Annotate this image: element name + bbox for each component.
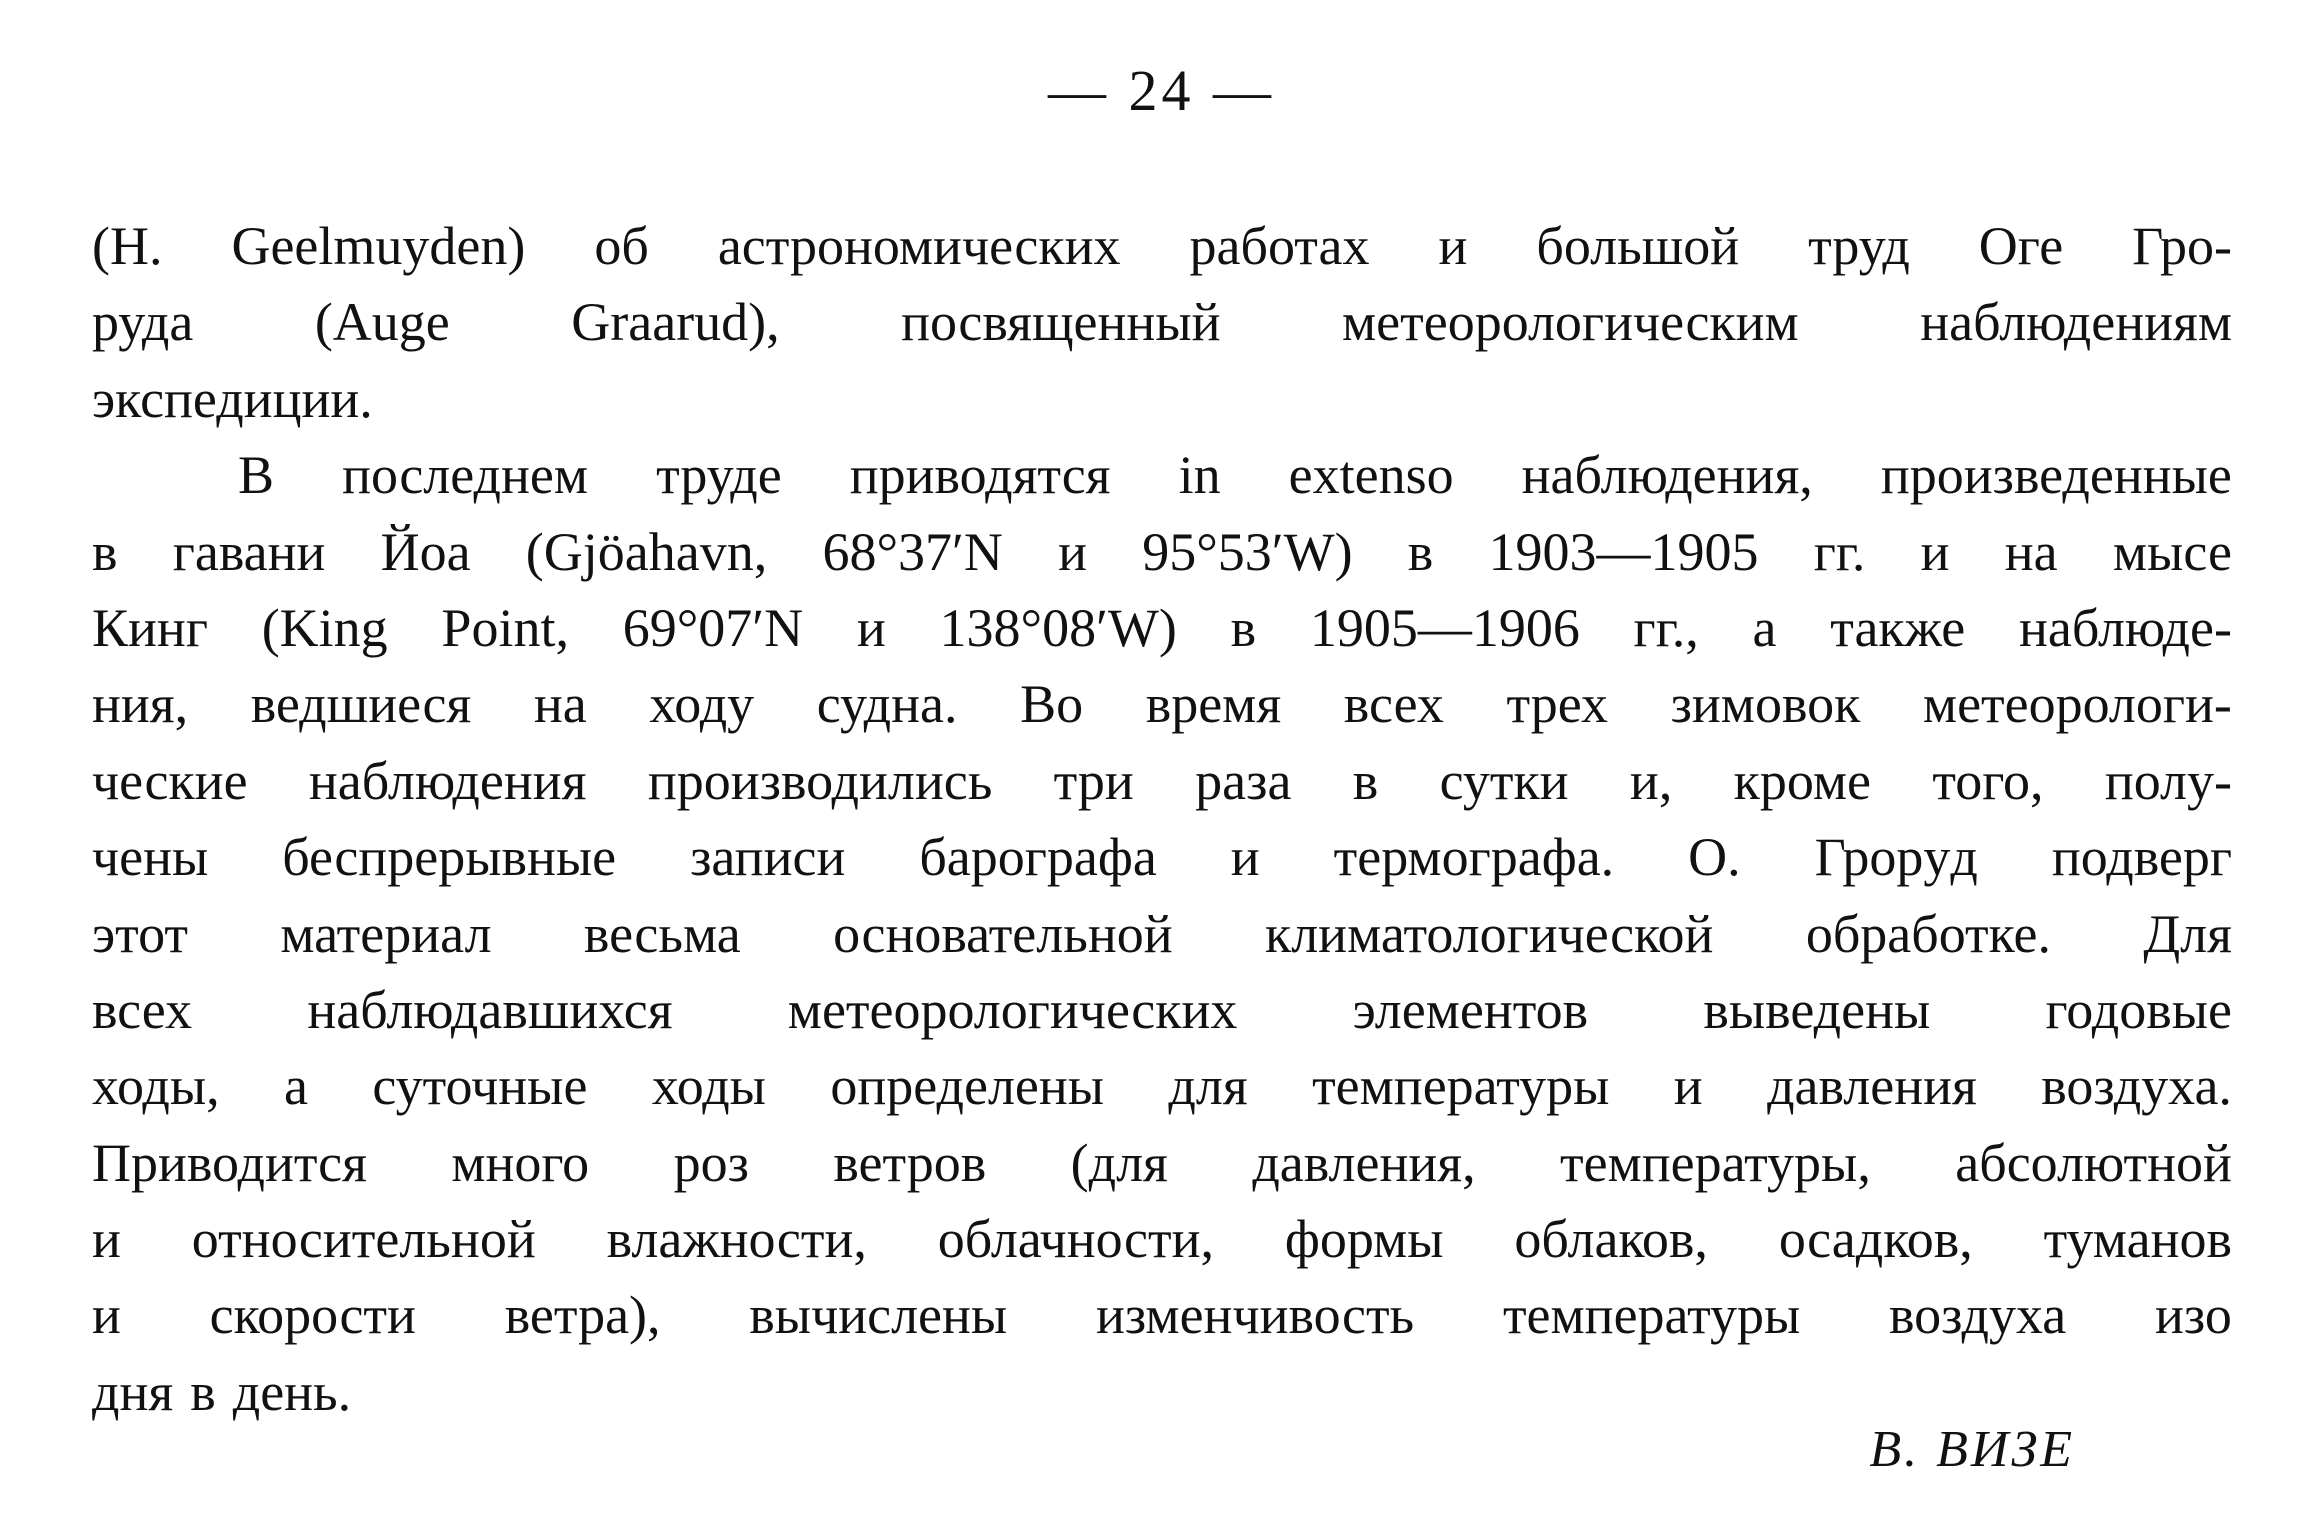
word: метеорологи- [1922, 674, 2232, 735]
word: астрономических [717, 216, 1121, 276]
word: 138°08′W) [939, 597, 1177, 658]
word: в [92, 521, 118, 582]
word: наблюде- [2018, 597, 2232, 658]
word: формы [1284, 1209, 1444, 1270]
word: В [238, 445, 275, 506]
word: Приводится [92, 1132, 367, 1193]
text-line [92, 1201, 2232, 1277]
word: облачности, [937, 1209, 1214, 1270]
text-line [92, 361, 2232, 437]
word: три [1053, 750, 1134, 811]
word: выведены [1703, 979, 1931, 1040]
word: в [190, 1361, 216, 1422]
word: в [1407, 521, 1434, 582]
word: в [1230, 597, 1257, 658]
word: труд [1808, 216, 1910, 276]
word: а [284, 1056, 308, 1117]
text-line [92, 514, 2232, 590]
text-line [92, 208, 2232, 284]
word: Кинг [92, 597, 208, 658]
word: мысе [2112, 521, 2232, 582]
word: записи [690, 827, 846, 888]
word: влажности, [606, 1209, 867, 1270]
word: 69°07′N [622, 597, 804, 658]
word: барографа [919, 827, 1157, 888]
word: определены [830, 1056, 1105, 1117]
word: раза [1195, 750, 1292, 811]
word: посвященный [901, 292, 1221, 353]
word: приводятся [849, 445, 1111, 506]
word: 95°53′W) [1142, 521, 1353, 582]
word: (King [261, 597, 388, 658]
word: суточные [372, 1056, 588, 1117]
word: изменчивость [1095, 1285, 1415, 1346]
word: осадков, [1778, 1209, 1973, 1270]
word: сутки [1439, 750, 1569, 811]
word: Для [2143, 903, 2232, 964]
word: изо [2155, 1285, 2232, 1346]
word: (для [1070, 1132, 1168, 1193]
word: 1905—1906 [1309, 597, 1580, 658]
word: трех [1506, 674, 1608, 735]
word: ния, [92, 674, 189, 735]
word: обработке. [1805, 903, 2051, 964]
word: воздуха [1889, 1285, 2067, 1346]
word: день. [232, 1361, 352, 1422]
word: (Auge [314, 292, 450, 353]
word: основательной [833, 903, 1173, 964]
word: облаков, [1514, 1209, 1708, 1270]
word: зимовок [1670, 674, 1861, 735]
word: последнем [342, 445, 589, 506]
word: и [856, 597, 886, 658]
word: Point, [441, 597, 569, 658]
word: и [1230, 827, 1260, 888]
word: и [1438, 216, 1468, 276]
word: климатологической [1265, 903, 1714, 964]
word: гавани [172, 521, 326, 582]
word: и [1673, 1056, 1703, 1117]
word: кроме [1733, 750, 1872, 811]
word: годовые [2045, 979, 2232, 1040]
text-line [92, 1277, 2232, 1353]
word: полу- [2104, 750, 2232, 811]
word: руда [92, 292, 194, 353]
word: на [2004, 521, 2058, 582]
text-line [92, 1048, 2232, 1124]
text-line [92, 972, 2232, 1048]
word: температуры [1502, 1285, 1801, 1346]
word: наблюдения [308, 750, 587, 811]
word: для [1168, 1056, 1248, 1117]
word: произведенные [1880, 445, 2232, 506]
word: Оге [1978, 216, 2064, 276]
word: Грорyд [1814, 827, 1978, 888]
word: наблюдения, [1521, 445, 1813, 506]
word: воздуха. [2041, 1056, 2232, 1117]
word: всех [92, 979, 193, 1040]
word: беспрерывные [282, 827, 617, 888]
word: весьма [583, 903, 741, 964]
word: и [1920, 521, 1950, 582]
word: роз [673, 1132, 749, 1193]
word: температуры [1312, 1056, 1610, 1117]
word: чены [92, 827, 209, 888]
word: extenso [1288, 445, 1454, 506]
text-line [92, 1354, 2232, 1430]
text-line [92, 1125, 2232, 1201]
word: вычислены [749, 1285, 1008, 1346]
word: производились [647, 750, 993, 811]
word: абсолютной [1955, 1132, 2232, 1193]
word: относительной [191, 1209, 536, 1270]
word: ветра), [504, 1285, 661, 1346]
word: Graarud), [571, 292, 780, 353]
word: труде [656, 445, 782, 506]
text-line [92, 590, 2232, 666]
text-line [92, 666, 2232, 742]
word: работах [1189, 216, 1370, 276]
word: и [92, 1285, 121, 1346]
word: элементов [1352, 979, 1589, 1040]
text-line [92, 819, 2232, 895]
word: наблюдениям [1920, 292, 2232, 353]
word: много [451, 1132, 590, 1193]
word: (H. [92, 216, 163, 276]
word: (Gjöahavn, [525, 521, 768, 582]
word: скорости [209, 1285, 416, 1346]
word: ходы, [92, 1056, 220, 1117]
author-signature: В. ВИЗЕ [1869, 1421, 2075, 1478]
word: термографа. [1333, 827, 1615, 888]
word: О. [1688, 827, 1741, 888]
word: 1903—1905 [1488, 521, 1759, 582]
word: на [533, 674, 587, 735]
word: ведшиеся [250, 674, 472, 735]
word: ветров [833, 1132, 987, 1193]
word: ходы [651, 1056, 766, 1117]
word: дня [92, 1361, 174, 1422]
word: подверг [2051, 827, 2232, 888]
word: in [1178, 445, 1221, 506]
word: Geelmuyden) [231, 216, 526, 276]
word: и [92, 1209, 121, 1270]
word: время [1145, 674, 1282, 735]
word: этот [92, 903, 188, 964]
word: в [1352, 750, 1379, 811]
body-text [92, 208, 2232, 1430]
word: 68°37′N [822, 521, 1003, 582]
word: а [1752, 597, 1777, 658]
word: того, [1932, 750, 2044, 811]
word: туманов [2043, 1209, 2232, 1270]
word: ческие [92, 750, 248, 811]
text-line [92, 437, 2232, 513]
word: Во [1020, 674, 1084, 735]
word: метеорологических [787, 979, 1238, 1040]
text-line [92, 743, 2232, 819]
text-line [92, 284, 2232, 360]
word: давления, [1252, 1132, 1476, 1193]
word: гг., [1633, 597, 1699, 658]
word: ходу [649, 674, 755, 735]
word: и [1058, 521, 1087, 582]
word: давления [1767, 1056, 1977, 1117]
word: Йоа [380, 521, 471, 582]
word: об [594, 216, 649, 276]
word: и, [1629, 750, 1673, 811]
text-line [92, 896, 2232, 972]
word: наблюдавшихся [307, 979, 673, 1040]
word: Гро- [2132, 216, 2232, 276]
word: всех [1343, 674, 1444, 735]
word: также [1830, 597, 1966, 658]
word: гг. [1813, 521, 1866, 582]
word: судна. [816, 674, 958, 735]
word: экспедиции. [92, 368, 373, 429]
page-number: — 24 — [1048, 58, 1275, 123]
word: метеорологическим [1341, 292, 1799, 353]
word: материал [280, 903, 492, 964]
word: температуры, [1560, 1132, 1871, 1193]
word: большой [1536, 216, 1740, 276]
